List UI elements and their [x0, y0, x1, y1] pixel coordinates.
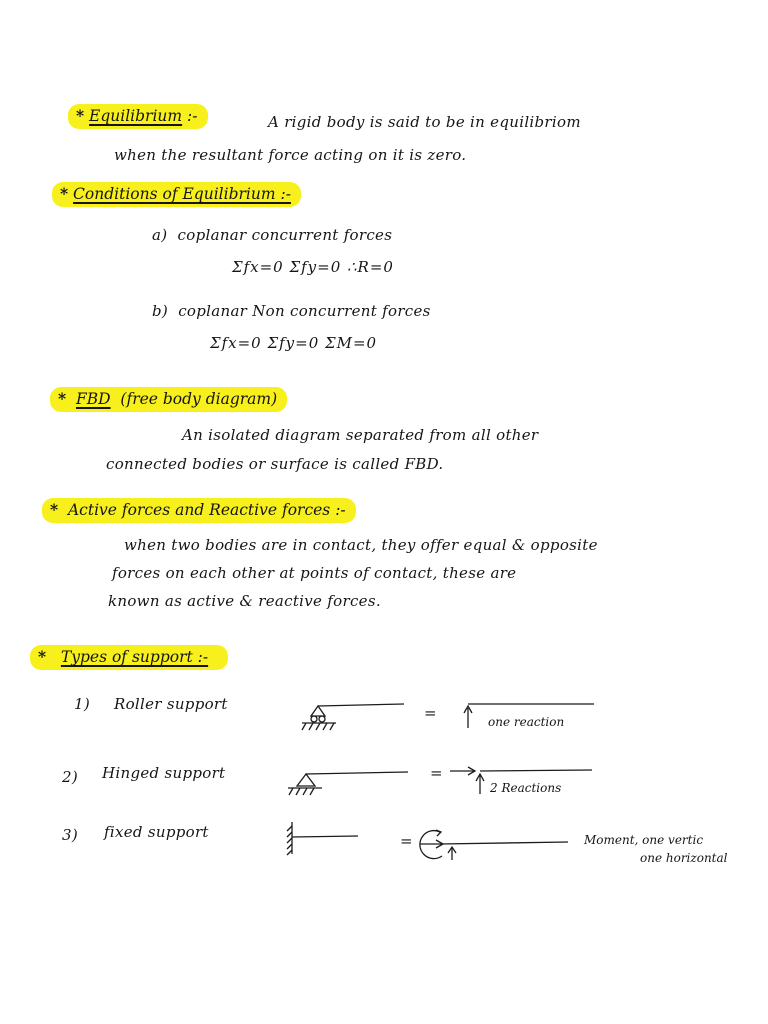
active-def-line3: known as active & reactive forces.	[108, 592, 381, 610]
support-2-name: Hinged support	[102, 764, 226, 782]
active-def-line2: forces on each other at points of contact, these are	[112, 564, 517, 582]
condition-a	[152, 228, 392, 243]
equilibrium-term: Equilibrium	[89, 107, 183, 125]
equilibrium-def-line1: A rigid body is said to be in equilibriom	[268, 113, 581, 131]
support-3-equals: =	[400, 832, 413, 850]
roller-support-diagram	[296, 698, 406, 738]
support-2-note: 2 Reactions	[490, 781, 562, 795]
bullet-marker: *	[76, 106, 85, 125]
condition-b	[152, 304, 431, 319]
condition-b-text: coplanar Non concurrent forces	[178, 302, 431, 320]
active-reactive-title: Active forces and Reactive forces :-	[67, 501, 346, 519]
support-3-note-line1: Moment, one vertic	[584, 833, 704, 847]
condition-b-label: b)	[152, 302, 169, 320]
support-3-number: 3)	[62, 826, 78, 844]
equilibrium-heading	[68, 108, 208, 125]
supports-title: Types of support :-	[60, 648, 209, 666]
equilibrium-def-line2: when the resultant force acting on it is zero.	[114, 146, 467, 164]
fbd-heading	[50, 391, 287, 408]
support-1-note: one reaction	[488, 715, 565, 729]
bullet-marker: *	[50, 500, 59, 519]
support-1-name: Roller support	[114, 695, 228, 713]
support-1-number: 1)	[74, 695, 90, 713]
active-def-line1: when two bodies are in contact, they offer equal & opposite	[124, 536, 598, 554]
conditions-heading	[52, 186, 301, 203]
fbd-term: FBD	[75, 390, 111, 408]
bullet-marker: *	[58, 389, 67, 408]
equilibrium-separator: :-	[187, 107, 198, 125]
hinged-support-diagram	[284, 764, 414, 804]
condition-a-text: coplanar concurrent forces	[177, 226, 393, 244]
condition-b-equation: Σfx=0 Σfy=0 ΣM=0	[210, 334, 378, 352]
bullet-marker: *	[38, 647, 47, 666]
fixed-reaction-diagram	[416, 826, 576, 868]
condition-a-equation: Σfx=0 Σfy=0 ∴R=0	[232, 258, 394, 276]
support-2-equals: =	[430, 764, 443, 782]
fbd-def-line1: An isolated diagram separated from all other	[182, 426, 539, 444]
fixed-support-diagram	[284, 818, 364, 858]
active-reactive-heading	[42, 502, 356, 519]
support-3-note-line2: one horizontal	[640, 851, 728, 865]
bullet-marker: *	[60, 184, 69, 203]
conditions-title: Conditions of Equilibrium :-	[73, 185, 291, 203]
supports-heading	[30, 649, 228, 666]
support-3-name: fixed support	[104, 823, 209, 841]
fbd-expansion: (free body diagram)	[120, 390, 278, 408]
condition-a-label: a)	[152, 226, 168, 244]
fbd-def-line2: connected bodies or surface is called FBD.	[106, 455, 444, 473]
support-1-equals: =	[424, 704, 437, 722]
support-2-number: 2)	[62, 768, 78, 786]
